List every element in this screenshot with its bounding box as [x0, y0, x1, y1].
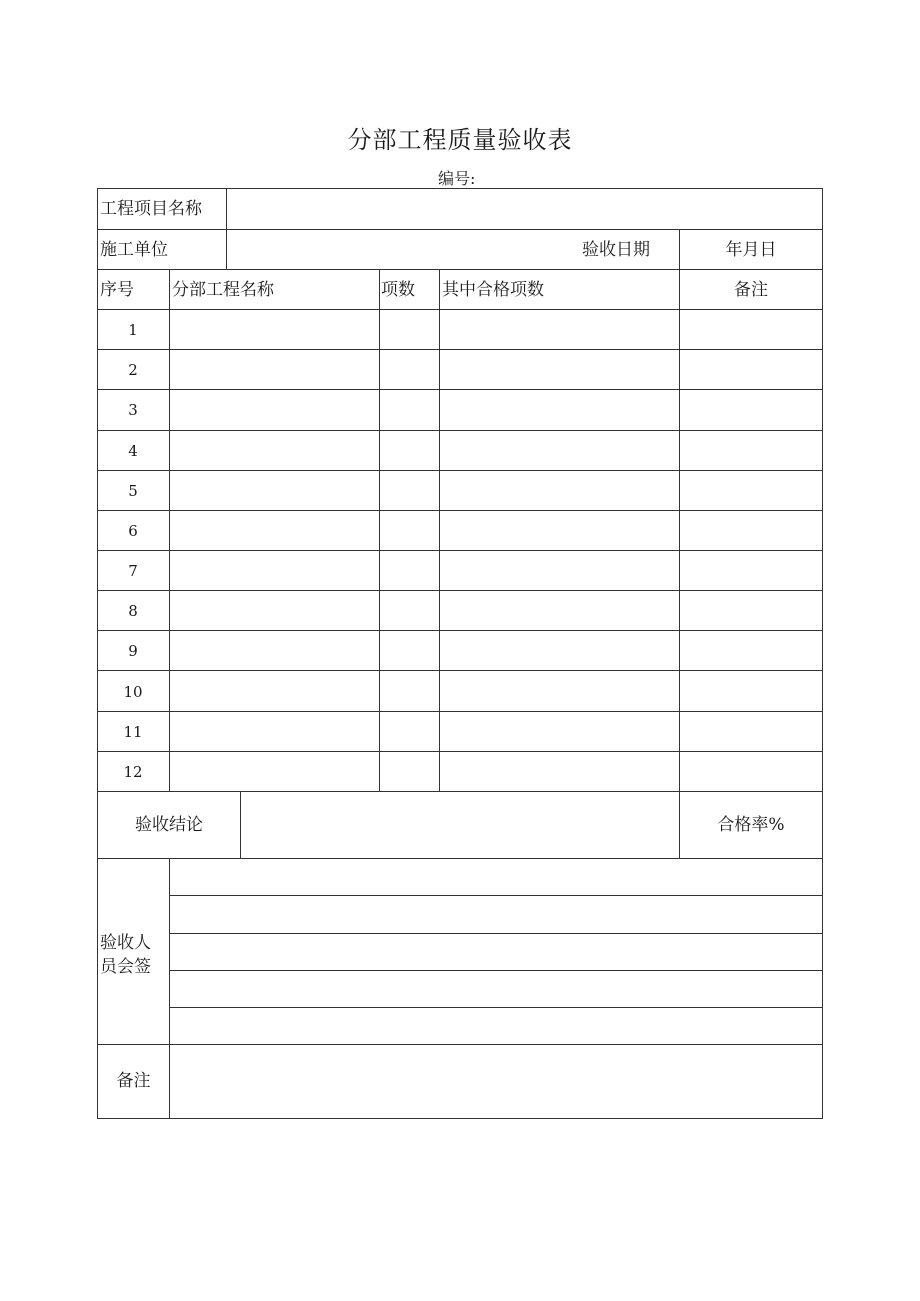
remarks-label: 备注 [116, 1071, 151, 1091]
rule-conclusion [97, 858, 823, 859]
rule-1 [97, 229, 823, 230]
divider-bottom-label [169, 858, 170, 1119]
row-number-8: 8 [128, 602, 138, 620]
divider-header-label [226, 188, 227, 269]
signatures-label-line2: 员会签 [100, 957, 151, 977]
rule-row-5 [97, 510, 823, 511]
rule-row-8 [97, 630, 823, 631]
divider-col-count [439, 269, 440, 791]
col-header-index: 序号 [100, 280, 134, 300]
col-header-item-count: 项数 [381, 280, 415, 300]
rule-row-4 [97, 470, 823, 471]
rule-row-10 [97, 711, 823, 712]
row-number-9: 9 [128, 642, 138, 660]
rule-2 [97, 269, 823, 270]
rule-row-1 [97, 349, 823, 350]
rule-3 [97, 309, 823, 310]
rule-row-2 [97, 389, 823, 390]
row-number-3: 3 [128, 401, 138, 419]
divider-col-passed [679, 269, 680, 791]
divider-conclusion-label [240, 791, 241, 858]
row-number-5: 5 [128, 482, 138, 500]
signature-line-4 [169, 1007, 823, 1008]
signature-line-1 [169, 895, 823, 896]
construction-unit-label: 施工单位 [100, 240, 168, 260]
conclusion-label: 验收结论 [135, 815, 203, 835]
row-number-10: 10 [123, 683, 143, 701]
row-number-6: 6 [128, 522, 138, 540]
rule-signatures [97, 1044, 823, 1045]
rule-row-11 [97, 751, 823, 752]
signature-line-3 [169, 970, 823, 971]
row-number-12: 12 [123, 763, 143, 781]
row-number-11: 11 [123, 723, 143, 741]
acceptance-date-label: 验收日期 [582, 240, 650, 260]
divider-col-index [169, 269, 170, 791]
rule-row-3 [97, 430, 823, 431]
acceptance-form-table [97, 188, 823, 1119]
pass-rate-label: 合格率% [717, 815, 785, 835]
row-number-2: 2 [128, 361, 138, 379]
acceptance-date-field[interactable]: 年月日 [725, 240, 777, 260]
rule-row-7 [97, 590, 823, 591]
serial-number-label: 编号: [438, 169, 476, 188]
col-header-remarks: 备注 [734, 280, 768, 300]
rule-row-6 [97, 550, 823, 551]
divider-col-name [379, 269, 380, 791]
row-number-1: 1 [128, 321, 138, 339]
page-title: 分部工程质量验收表 [347, 126, 573, 154]
row-number-7: 7 [128, 562, 138, 580]
signatures-label-line1: 验收人 [100, 933, 151, 953]
row-number-4: 4 [128, 442, 138, 460]
rule-row-9 [97, 670, 823, 671]
col-header-passed-count: 其中合格项数 [442, 280, 544, 300]
signature-line-2 [169, 933, 823, 934]
rule-row-12 [97, 791, 823, 792]
col-header-subproject-name: 分部工程名称 [172, 280, 274, 300]
project-name-label: 工程项目名称 [100, 199, 202, 219]
